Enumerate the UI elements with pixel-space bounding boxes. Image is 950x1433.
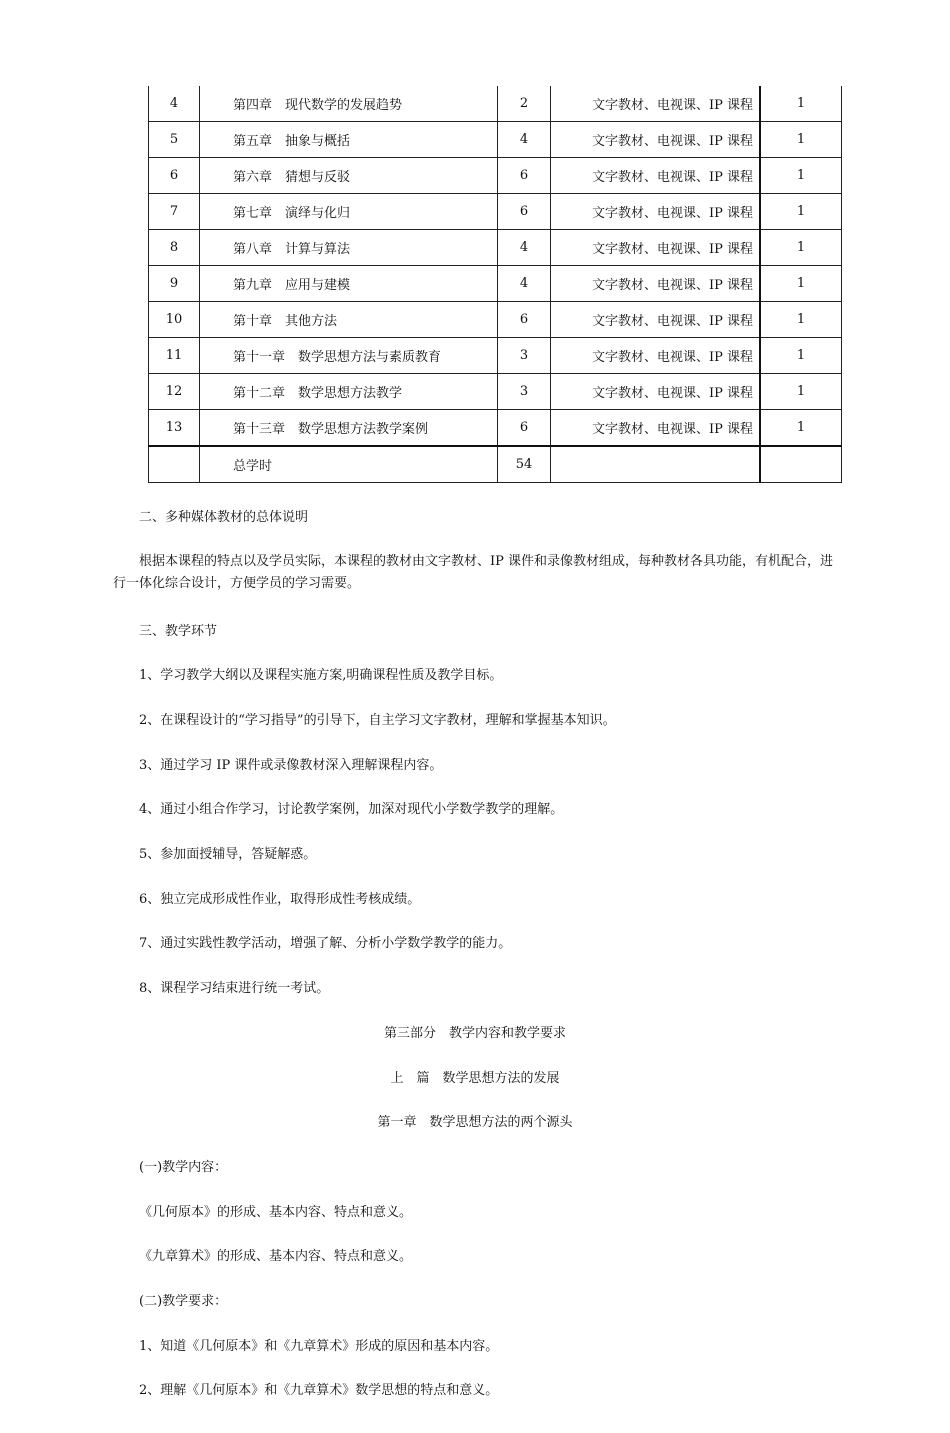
hours-cell: 2 (498, 86, 551, 122)
media-description-paragraph: 根据本课程的特点以及学员实际，本课程的教材由文字教材、IP 课件和录像教材组成，每种教材各具功能，有机配合，进行一体化综合设计，方便学员的学习需要。 (113, 554, 834, 591)
list-item: 《九章算术》的形成、基本内容、特点和意义。 (139, 1249, 413, 1264)
table-row (149, 410, 842, 447)
chapter-number-cell: 5 (149, 122, 200, 158)
chapter-number-cell: 4 (149, 86, 200, 122)
section-heading-media: 二、多种媒体教材的总体说明 (139, 510, 309, 525)
chapter-number-cell: 9 (149, 266, 200, 302)
chapter-number-cell: 11 (149, 338, 200, 374)
table-row (149, 194, 842, 230)
list-item: 7、通过实践性教学活动，增强了解、分析小学数学教学的能力。 (139, 936, 512, 951)
hours-cell: 6 (498, 302, 551, 338)
list-item: 2、理解《几何原本》和《九章算术》数学思想的特点和意义。 (139, 1383, 499, 1398)
count-cell: 1 (760, 194, 842, 230)
list-item: 5、参加面授辅导，答疑解惑。 (139, 847, 317, 862)
table-row (149, 158, 842, 194)
empty-cell (551, 446, 761, 483)
list-item: 4、通过小组合作学习，讨论教学案例，加深对现代小学数学教学的理解。 (139, 802, 564, 817)
chapter-title-cell: 第十三章 数学思想方法教学案例 (200, 410, 498, 447)
chapter-title-cell: 第七章 演绎与化归 (200, 194, 498, 230)
count-cell: 1 (760, 410, 842, 447)
count-cell: 1 (760, 122, 842, 158)
table-row (149, 266, 842, 302)
total-row (149, 446, 842, 483)
count-cell: 1 (760, 266, 842, 302)
chapter-title-cell: 第六章 猜想与反驳 (200, 158, 498, 194)
list-item: 1、知道《几何原本》和《九章算术》形成的原因和基本内容。 (139, 1339, 499, 1354)
course-schedule-table (148, 86, 842, 483)
hours-cell: 6 (498, 158, 551, 194)
list-item: 8、课程学习结束进行统一考试。 (139, 981, 330, 996)
media-cell: 文字教材、电视课、IP 课程 (551, 266, 761, 302)
part-title: 第三部分 教学内容和教学要求 (383, 1026, 566, 1041)
hours-cell: 4 (498, 230, 551, 266)
table-row (149, 122, 842, 158)
hours-cell: 3 (498, 338, 551, 374)
chapter-title-cell: 第八章 计算与算法 (200, 230, 498, 266)
chapter-title-cell: 第十二章 数学思想方法教学 (200, 374, 498, 410)
media-cell: 文字教材、电视课、IP 课程 (551, 230, 761, 266)
media-cell: 文字教材、电视课、IP 课程 (551, 338, 761, 374)
list-item: 《几何原本》的形成、基本内容、特点和意义。 (139, 1205, 413, 1220)
chapter-number-cell: 12 (149, 374, 200, 410)
total-hours-cell: 54 (498, 446, 551, 483)
content-heading: (一)教学内容： (139, 1160, 228, 1175)
chapter-title-cell: 第四章 现代数学的发展趋势 (200, 86, 498, 122)
count-cell: 1 (760, 302, 842, 338)
media-cell: 文字教材、电视课、IP 课程 (551, 158, 761, 194)
chapter-title-cell: 第五章 抽象与概括 (200, 122, 498, 158)
hours-cell: 6 (498, 410, 551, 447)
hours-cell: 4 (498, 122, 551, 158)
media-cell: 文字教材、电视课、IP 课程 (551, 410, 761, 447)
chapter-number-cell: 10 (149, 302, 200, 338)
media-cell: 文字教材、电视课、IP 课程 (551, 122, 761, 158)
media-cell: 文字教材、电视课、IP 课程 (551, 374, 761, 410)
chapter-title: 第一章 数学思想方法的两个源头 (377, 1115, 573, 1130)
requirement-heading: (二)教学要求： (139, 1294, 228, 1309)
chapter-title-cell: 第十一章 数学思想方法与素质教育 (200, 338, 498, 374)
table-row (149, 338, 842, 374)
total-label-cell: 总学时 (200, 446, 498, 483)
chapter-title-cell: 第九章 应用与建模 (200, 266, 498, 302)
hours-cell: 4 (498, 266, 551, 302)
table-row (149, 302, 842, 338)
empty-cell (760, 446, 842, 483)
list-item: 6、独立完成形成性作业，取得形成性考核成绩。 (139, 892, 421, 907)
empty-cell (149, 446, 200, 483)
list-item: 3、通过学习 IP 课件或录像教材深入理解课程内容。 (139, 758, 443, 773)
volume-title: 上 篇 数学思想方法的发展 (390, 1071, 560, 1086)
media-cell: 文字教材、电视课、IP 课程 (551, 194, 761, 230)
hours-cell: 3 (498, 374, 551, 410)
count-cell: 1 (760, 86, 842, 122)
count-cell: 1 (760, 338, 842, 374)
media-cell: 文字教材、电视课、IP 课程 (551, 86, 761, 122)
section-heading-teaching-links: 三、教学环节 (139, 624, 218, 639)
hours-cell: 6 (498, 194, 551, 230)
chapter-number-cell: 7 (149, 194, 200, 230)
chapter-number-cell: 13 (149, 410, 200, 447)
count-cell: 1 (760, 158, 842, 194)
chapter-title-cell: 第十章 其他方法 (200, 302, 498, 338)
count-cell: 1 (760, 374, 842, 410)
table-row (149, 374, 842, 410)
table-row (149, 230, 842, 266)
chapter-number-cell: 8 (149, 230, 200, 266)
media-cell: 文字教材、电视课、IP 课程 (551, 302, 761, 338)
chapter-number-cell: 6 (149, 158, 200, 194)
list-item: 2、在课程设计的“学习指导”的引导下，自主学习文字教材，理解和掌握基本知识。 (139, 713, 616, 728)
table-row (149, 86, 842, 122)
list-item: 1、学习教学大纲以及课程实施方案,明确课程性质及教学目标。 (139, 668, 503, 683)
count-cell: 1 (760, 230, 842, 266)
schedule-table-body (149, 86, 842, 483)
